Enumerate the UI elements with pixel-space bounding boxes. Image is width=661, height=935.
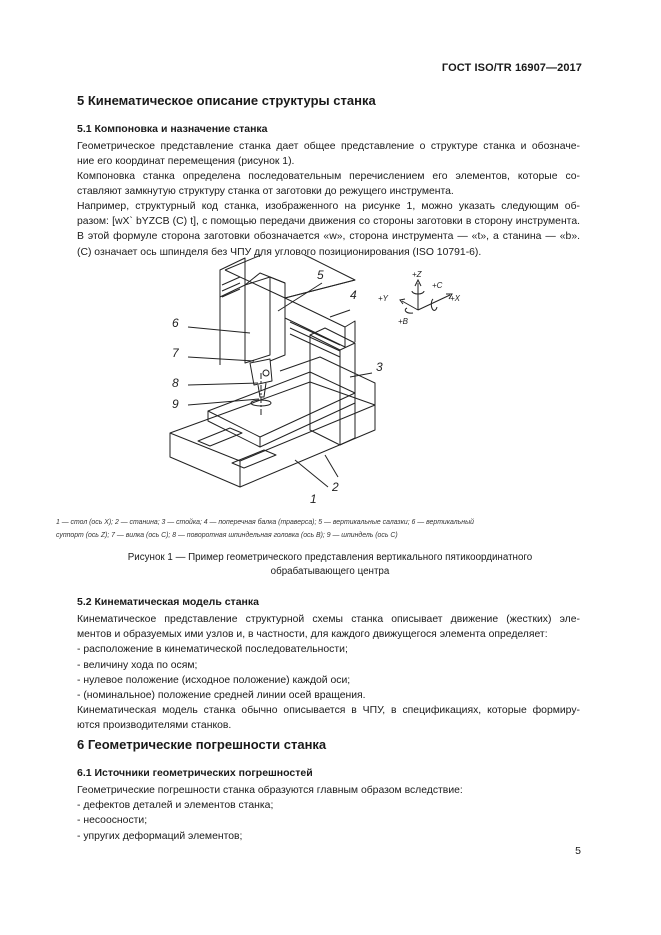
text-line: Геометрические погрешности станка образуются главным образом вследствие: <box>77 785 463 796</box>
bullet-item: - расположение в кинематической последовательности; <box>77 644 348 656</box>
bed-top <box>170 382 375 461</box>
bullet-item: - упругих деформаций элементов; <box>77 830 243 842</box>
text-line: (C) означает ось шпинделя без ЧПУ для углового позиционирования (ISO 10791-6). <box>77 246 482 258</box>
caption-line: обрабатывающего центра <box>270 566 390 577</box>
figure-caption <box>100 551 560 579</box>
text-line: Компоновка станка определена последовательным перечислением его элементов, которые со- <box>77 171 580 182</box>
subsection-5-2-title: 5.2 Кинематическая модель станка <box>77 596 259 608</box>
text-line: Кинематическое представление структурной схемы станка описывает движение (жестких) эле- <box>77 614 580 625</box>
text-line: ставляют замкнутую структуру станка от заготовки до режущего инструмента. <box>77 186 454 198</box>
callout-9: 9 <box>172 397 179 411</box>
bullet-item: - нулевое положение (исходное положение) каждой оси; <box>77 674 351 686</box>
figure-legend <box>56 517 576 542</box>
machine-figure <box>150 255 480 510</box>
bullet-item: - (номинальное) положение средней линии осей вращения. <box>77 690 366 702</box>
paragraph-5-2-a <box>77 612 580 734</box>
axis-z-label: +Z <box>412 270 422 279</box>
text-line: ются производителями станков. <box>77 720 232 732</box>
legend-line: 1 — стол (ось X); 2 — станина; 3 — стойка; 4 — поперечная балка (траверса); 5 — вертикальные салазки; 6 — вертикальный <box>56 519 474 526</box>
callout-4: 4 <box>350 288 357 302</box>
axis-b-label: +B <box>398 317 409 326</box>
subsection-6-1-title: 6.1 Источники геометрических погрешностей <box>77 767 313 779</box>
text-line: разом: [wX` bYZCB (C) t], с помощью передачи движения со стороны заготовки в сторону инструмента. <box>77 216 580 228</box>
ram-side <box>270 277 285 361</box>
callout-8: 8 <box>172 376 179 390</box>
table-top <box>208 372 355 437</box>
paragraph-5-1-c <box>77 199 580 260</box>
legend-line: суппорт (ось Z); 7 — вилка (ось C); 8 — поворотная шпиндельная головка (ось B); 9 — шпиндель (ось C) <box>56 531 398 539</box>
text-line: ние его координат перемещения (рисунок 1). <box>77 156 295 168</box>
paragraph-6-1 <box>77 783 580 844</box>
table-side <box>260 393 355 447</box>
caption-line: Рисунок 1 — Пример геометрического представления вертикального пятикоординатного <box>127 552 533 563</box>
text-line: Например, структурный код станка, изображенного на рисунке 1, можно указать следующим об- <box>77 201 580 212</box>
callout-3: 3 <box>376 360 383 374</box>
document-id: ГОСТ ISO/TR 16907—2017 <box>441 62 582 74</box>
axis-c-label: +C <box>432 281 443 290</box>
callout-6: 6 <box>172 316 179 330</box>
callout-1: 1 <box>310 492 317 506</box>
subsection-5-1-title: 5.1 Компоновка и назначение станка <box>77 123 268 135</box>
ram-front <box>245 277 270 363</box>
column-front <box>310 335 340 445</box>
text-line: В этой формуле сторона заготовки обозначается «w», сторона инструмента — «t», а станина — «b». <box>77 231 580 243</box>
section-5-title: 5 Кинематическое описание структуры станка <box>77 93 376 108</box>
axis-y-label: +Y <box>378 294 389 303</box>
callout-5: 5 <box>317 268 324 282</box>
callout-2: 2 <box>332 480 339 494</box>
text-line: ментов и образуемых ими узлов и, в частности, для каждого движущегося элемента определяет: <box>77 629 548 641</box>
paragraph-5-1-a <box>77 139 580 169</box>
bed-front <box>170 433 240 487</box>
bullet-item: - величину хода по осям; <box>77 659 198 671</box>
section-6-title: 6 Геометрические погрешности станка <box>77 737 327 752</box>
text-line: Кинематическая модель станка обычно описывается в ЧПУ, в спецификациях, которые формиру- <box>77 705 580 717</box>
bullet-item: - дефектов деталей и элементов станка; <box>77 800 274 812</box>
axis-x-label: +X <box>450 294 461 303</box>
callout-7: 7 <box>172 346 179 360</box>
text-line: Геометрическое представление станка дает общее представление о структуре станка и обозначе- <box>77 141 580 152</box>
page-number: 5 <box>575 845 581 857</box>
bullet-item: - несоосности; <box>77 815 148 827</box>
paragraph-5-1-b <box>77 169 580 199</box>
